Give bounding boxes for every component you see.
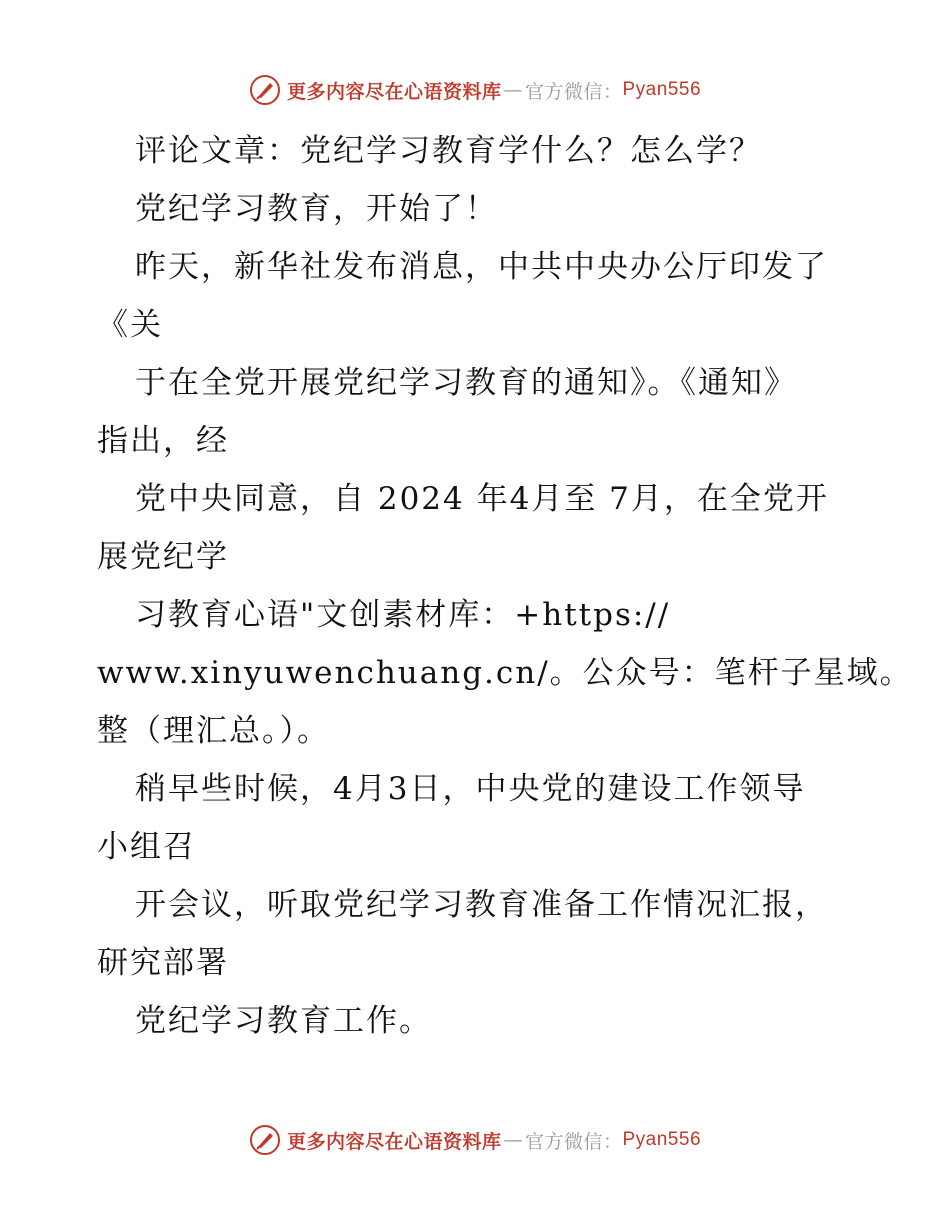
paragraph	[0, 238, 950, 354]
banner-dash: —	[503, 79, 523, 101]
paragraph-line: 《关	[97, 307, 163, 343]
quill-logo-icon	[249, 74, 281, 106]
banner-wechat-label: 官方微信：	[524, 80, 623, 103]
banner-wechat-id: Pyan556	[622, 79, 702, 100]
paragraph-line: 习教育心语"文创素材库：+https://	[135, 597, 671, 633]
paragraph	[0, 180, 950, 238]
paragraph-line: 研究部署	[97, 945, 229, 981]
paragraph-line: 于在全党开展党纪学习教育的通知》。《通知》	[135, 365, 797, 401]
footer-banner	[0, 1120, 950, 1160]
paragraph-line: 党纪学习教育工作。	[135, 1003, 432, 1039]
paragraph-line: 整（理汇总。）。	[97, 713, 330, 749]
banner-wechat-label: 官方微信：	[524, 1130, 623, 1153]
banner-main-text: 更多内容尽在心语资料库	[286, 1130, 502, 1153]
paragraph-line: 党纪学习教育，开始了！	[135, 191, 498, 227]
header-banner	[0, 70, 950, 110]
document-body	[0, 122, 950, 1050]
paragraph-line: 党中央同意，自 2024 年4月至 7月，在全党开	[135, 481, 829, 517]
paragraph-line: 指出，经	[97, 423, 229, 459]
banner-dash: —	[503, 1129, 523, 1151]
paragraph-line: 稍早些时候，4月3日，中央党的建设工作领导	[135, 771, 806, 807]
banner-wechat-id: Pyan556	[622, 1129, 702, 1150]
paragraph-line: 开会议，听取党纪学习教育准备工作情况汇报，	[135, 887, 828, 923]
paragraph-title	[0, 122, 950, 180]
paragraph-line: 评论文章：党纪学习教育学什么？怎么学？	[135, 133, 762, 169]
banner-main-text: 更多内容尽在心语资料库	[286, 80, 502, 103]
paragraph	[0, 354, 950, 470]
paragraph	[0, 470, 950, 586]
paragraph	[0, 760, 950, 876]
paragraph-line: 小组召	[97, 829, 196, 865]
paragraph-line: www.xinyuwenchuang.cn/。公众号：笔杆子星域。	[97, 655, 913, 691]
paragraph	[0, 992, 950, 1050]
paragraph-line: 昨天，新华社发布消息，中共中央办公厅印发了	[135, 249, 828, 285]
paragraph	[0, 876, 950, 992]
paragraph	[0, 586, 950, 760]
paragraph-line: 展党纪学	[97, 539, 229, 575]
quill-logo-icon	[249, 1124, 281, 1156]
